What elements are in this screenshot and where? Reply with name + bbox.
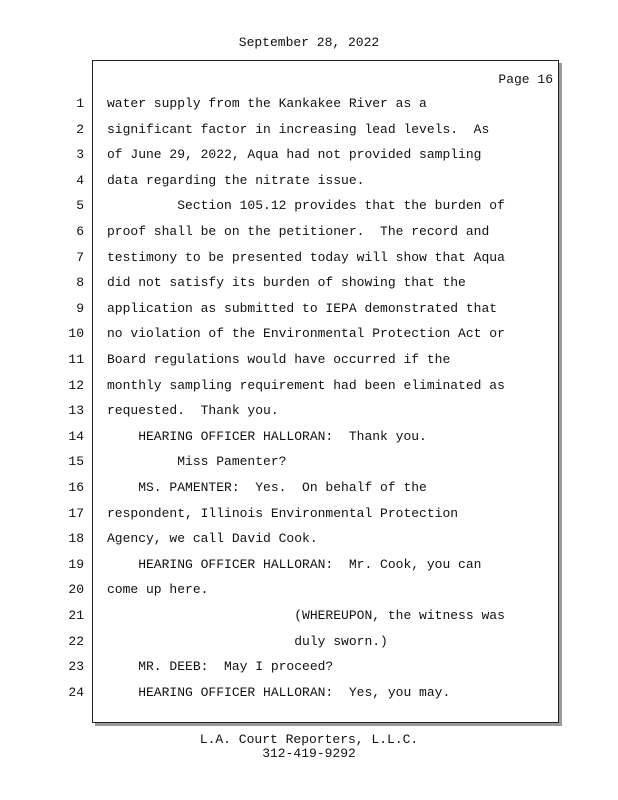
transcript-line: Miss Pamenter? — [107, 454, 287, 469]
line-number: 1 — [76, 96, 84, 111]
line-number: 20 — [68, 582, 84, 597]
transcript-line: monthly sampling requirement had been eliminated as — [107, 378, 505, 393]
transcript-line: respondent, Illinois Environmental Protection — [107, 506, 459, 521]
line-number: 9 — [76, 301, 84, 316]
line-number: 14 — [68, 429, 84, 444]
transcript-line: Section 105.12 provides that the burden of — [107, 198, 505, 213]
line-number: 5 — [76, 198, 84, 213]
line-number: 8 — [76, 275, 84, 290]
line-number: 18 — [68, 531, 84, 546]
line-number: 11 — [68, 352, 84, 367]
transcript-line: requested. Thank you. — [107, 403, 279, 418]
transcript-line: application as submitted to IEPA demonstrated that — [107, 301, 498, 316]
transcript-line: data regarding the nitrate issue. — [107, 173, 365, 188]
line-number: 4 — [76, 173, 84, 188]
transcript-line: MS. PAMENTER: Yes. On behalf of the — [107, 480, 427, 495]
transcript-line: HEARING OFFICER HALLORAN: Yes, you may. — [107, 685, 451, 700]
transcript-line: no violation of the Environmental Protection Act or — [107, 326, 505, 341]
line-number: 21 — [68, 608, 84, 623]
transcript-line: MR. DEEB: May I proceed? — [107, 659, 334, 674]
page-number: Page 16 — [498, 72, 553, 87]
transcript-line: water supply from the Kankakee River as a — [107, 96, 427, 111]
line-number: 15 — [68, 454, 84, 469]
line-number: 23 — [68, 659, 84, 674]
transcript-line: testimony to be presented today will show that Aqua — [107, 250, 505, 265]
line-number: 13 — [68, 403, 84, 418]
line-number: 3 — [76, 147, 84, 162]
line-number: 22 — [68, 634, 84, 649]
transcript-line: significant factor in increasing lead levels. As — [107, 122, 490, 137]
transcript-line: duly sworn.) — [107, 634, 388, 649]
transcript-line: (WHEREUPON, the witness was — [107, 608, 505, 623]
line-number: 19 — [68, 557, 84, 572]
line-number: 6 — [76, 224, 84, 239]
transcript-line: HEARING OFFICER HALLORAN: Thank you. — [107, 429, 427, 444]
transcript-line: did not satisfy its burden of showing that the — [107, 275, 466, 290]
line-number: 12 — [68, 378, 84, 393]
line-number: 17 — [68, 506, 84, 521]
transcript-line: come up here. — [107, 582, 209, 597]
transcript-line: Board regulations would have occurred if the — [107, 352, 451, 367]
footer-company: L.A. Court Reporters, L.L.C. — [199, 732, 419, 747]
line-number: 2 — [76, 122, 84, 137]
line-number: 16 — [68, 480, 84, 495]
line-number: 24 — [68, 685, 84, 700]
transcript-line: Agency, we call David Cook. — [107, 531, 318, 546]
transcript-line: of June 29, 2022, Aqua had not provided sampling — [107, 147, 482, 162]
transcript-line: HEARING OFFICER HALLORAN: Mr. Cook, you can — [107, 557, 482, 572]
line-number: 10 — [68, 326, 84, 341]
footer-phone: 312-419-9292 — [262, 746, 356, 761]
transcript-line: proof shall be on the petitioner. The record and — [107, 224, 490, 239]
line-number: 7 — [76, 250, 84, 265]
header-date: September 28, 2022 — [238, 35, 380, 50]
footer — [0, 733, 618, 761]
